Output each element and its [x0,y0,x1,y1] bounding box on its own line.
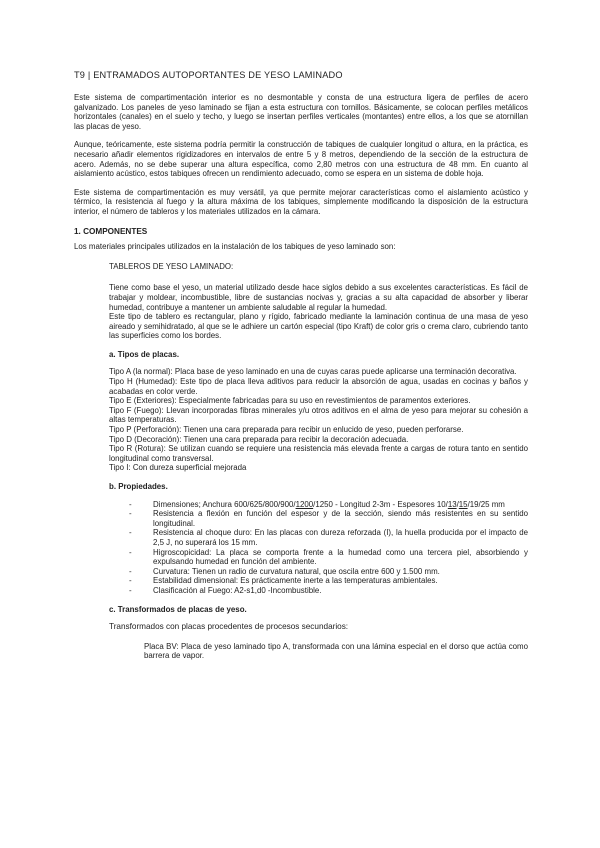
bullet-dash: - [129,528,132,538]
type-item: Tipo A (la normal): Placa base de yeso laminado en una de cuyas caras puede aplicarse una terminación decorativa. [109,367,517,377]
properties-list [109,500,528,596]
description-paragraph-1: Tiene como base el yeso, un material utilizado desde hace siglos debido a sus excelentes características. Es fácil de trabajar y moldear, incombustible, libre de sustancias nocivas y, gracias a su alta capacidad de absorber y liberar humedad, contribuye a mantener un ambiente saludable al regular la humedad. [109,283,528,312]
type-item: Tipo E (Exteriores): Especialmente fabricadas para su uso en revestimientos de paramentos exteriores. [109,396,471,406]
placa-bv-description: Placa BV: Placa de yeso laminado tipo A, transformada con una lámina especial en el dorso que actúa como barrera de vapor. [144,641,528,661]
bullet-dash: - [129,547,132,557]
type-item: Tipo D (Decoración): Tienen una cara preparada para recibir la decoración adecuada. [109,434,409,444]
type-item: Tipo P (Perforación): Tienen una cara preparada para recibir un enlucido de yeso, pueden perforarse. [109,425,464,435]
types-heading: a. Tipos de placas. [109,349,180,359]
type-item: Tipo H (Humedad): Este tipo de placa lleva aditivos para reducir la absorción de agua, usadas en cocinas y baños y acabadas en color verde. [109,377,528,396]
intro-paragraph-2: Aunque, teóricamente, este sistema podría permitir la construcción de tabiques de cualquier longitud o altura, en la práctica, es necesario añadir elementos rigidizadores en intervalos de entre 5 y 8 metros, dependiendo de la sección de la estructura de acero. Además, no se debe superar una altura específica, como 2,80 metros con una estructura de 48 mm. En cuanto al aislamiento acústico, estos tabiques ofrecen un rendimiento adecuado, como se espera en un sistema de doble hoja. [74,140,528,179]
properties-heading: b. Propiedades. [109,482,168,491]
property-item: - Resistencia a flexión en función del espesor y de la sección, siendo más resistentes en su sentido longitudinal. [129,509,528,528]
bullet-dash: - [129,509,132,519]
transformed-heading: c. Transformados de placas de yeso. [109,604,247,614]
gypsum-boards-subtitle: TABLEROS DE YESO LAMINADO: [109,261,234,271]
type-item: Tipo I: Con dureza superficial mejorada [109,463,247,473]
property-item-dimensions: - Dimensiones; Anchura 600/625/800/900/1200/1250 - Longitud 2-3m - Espesores 10/13/15/19/25 mm [129,499,505,509]
gypsum-boards-block [109,262,528,614]
property-item: - Curvatura: Tienen un radio de curvatura natural, que oscila entre 600 y 1.500 mm. [129,566,440,576]
property-item: - Higroscopicidad: La placa se comporta frente a la humedad como una tercera piel, absorbiendo y expulsando humedad en función del ambiente. [129,547,528,567]
transformed-lead: Transformados con placas procedentes de procesos secundarios: [109,622,349,632]
bullet-dash: - [129,499,132,509]
components-lead: Los materiales principales utilizados en la instalación de los tabiques de yeso laminado son: [74,242,396,252]
bullet-dash: - [129,576,132,586]
bullet-dash: - [129,566,132,576]
intro-paragraph-1: Este sistema de compartimentación interior es no desmontable y consta de una estructura ligera de perfiles de acero galvanizado. Los paneles de yeso laminado se fijan a esta estructura con tornillos. Básicamente, se colocan perfiles metálicos horizontales (canales) en el suelo y techo, y luego se insertan perfiles verticales (montantes) entre ellos, a los que se atornillan las placas de yeso. [74,93,528,131]
section-heading-components: 1. COMPONENTES [74,226,148,236]
property-item: - Resistencia al choque duro: En las placas con dureza reforzada (I), la huella producida por el impacto de 2,5 J, no superará los 15 mm. [129,528,528,547]
bullet-dash: - [129,585,132,595]
document-title: T9 | ENTRAMADOS AUTOPORTANTES DE YESO LAMINADO [74,70,343,80]
type-item: Tipo F (Fuego): Llevan incorporadas fibras minerales y/u otros aditivos en el alma de yeso para mejorar su cohesión a altas temperaturas. [109,405,528,425]
type-item: Tipo R (Rotura): Se utilizan cuando se requiere una resistencia más elevada frente a cargas de rotura tanto en sentido longitudinal como transversal. [109,444,528,463]
description-paragraph-2: Este tipo de tablero es rectangular, plano y rígido, fabricado mediante la laminación continua de una masa de yeso aireado y semihidratado, al que se le adhiere un cartón especial (tipo Kraft) de color gris o crema claro, cubriendo tanto las superficies como los bordes. [109,312,528,341]
property-item: - Estabilidad dimensional: Es prácticamente inerte a las temperaturas ambientales. [129,576,438,586]
intro-paragraph-3: Este sistema de compartimentación es muy versátil, ya que permite mejorar características como el aislamiento acústico y térmico, la resistencia al fuego y la altura máxima de los tabiques, simplemente modificando la disposición de la estructura interior, el número de tableros y los materiales utilizados en la cámara. [74,187,528,216]
types-list [109,367,528,473]
property-item: - Clasificación al Fuego: A2-s1,d0 -Incombustible. [129,585,322,595]
